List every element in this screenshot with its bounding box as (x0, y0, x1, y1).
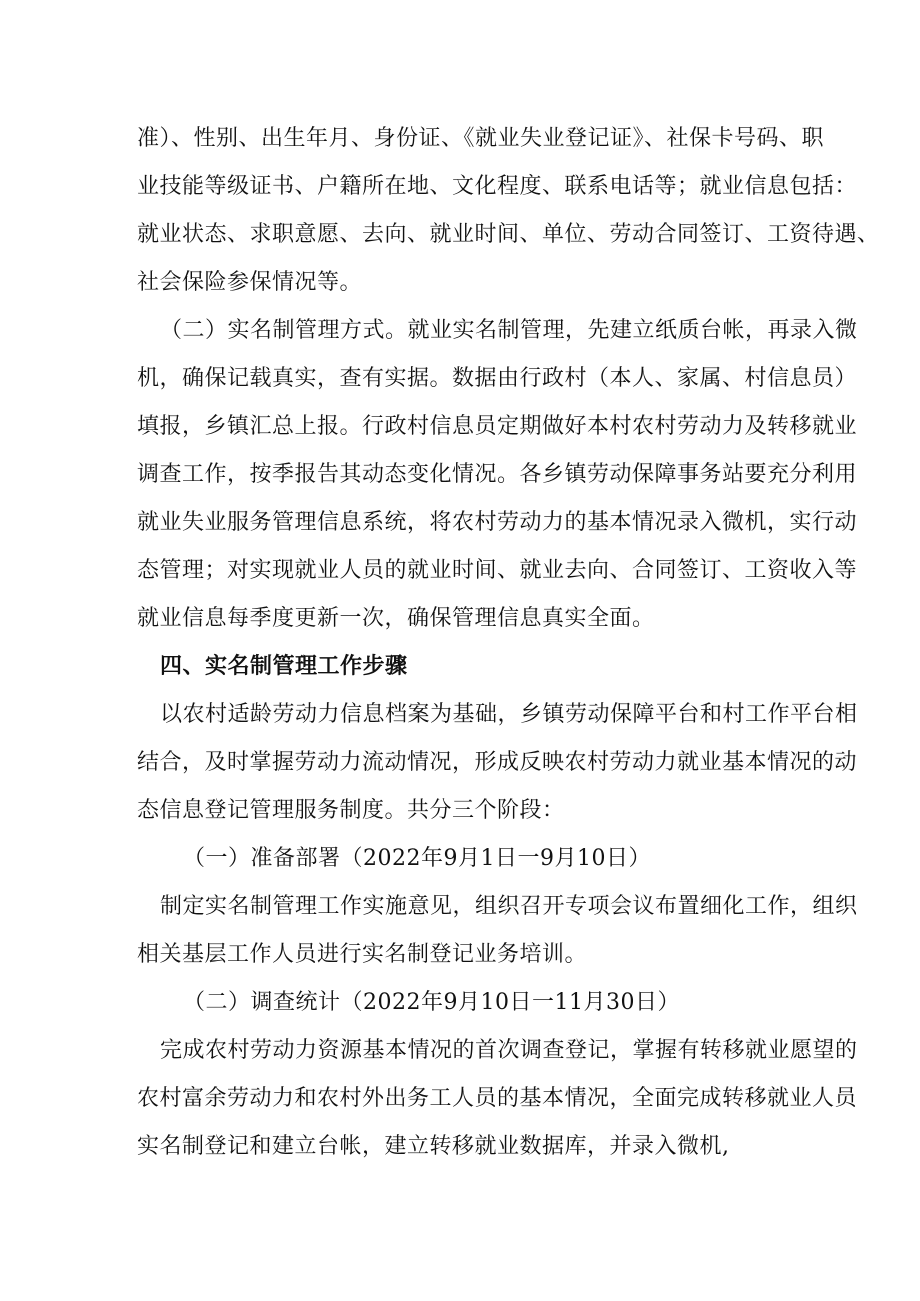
paragraph-line: 以农村适龄劳动力信息档案为基础，乡镇劳动保障平台和村工作平台相 (160, 702, 858, 727)
paragraph-line: 就业状态、求职意愿、去向、就业时间、单位、劳动合同签订、工资待遇、 (137, 222, 880, 247)
paragraph-line: 农村富余劳动力和农村外出务工人员的基本情况，全面完成转移就业人员 (137, 1086, 858, 1111)
paragraph-line: 调查工作，按季报告其动态变化情况。各乡镇劳动保障事务站要充分利用 (137, 462, 858, 487)
paragraph-line: 态管理；对实现就业人员的就业时间、就业去向、合同签订、工资收入等 (137, 558, 858, 583)
paragraph-line: 结合，及时掌握劳动力流动情况，形成反映农村劳动力就业基本情况的动 (137, 750, 858, 775)
paragraph-line: 完成农村劳动力资源基本情况的首次调查登记，掌握有转移就业愿望的 (160, 1038, 858, 1063)
paragraph-line: 实名制登记和建立台帐，建立转移就业数据库，并录入微机, (137, 1134, 730, 1159)
paragraph-line: 准）、性别、出生年月、身份证、《就业失业登记证》、社保卡号码、职 (137, 126, 825, 151)
paragraph-line: 制定实名制管理工作实施意见，组织召开专项会议布置细化工作，组织 (160, 894, 858, 919)
paragraph-line: 业技能等级证书、户籍所在地、文化程度、联系电话等；就业信息包括： (137, 174, 858, 199)
paragraph-line: 社会保险参保情况等。 (137, 270, 363, 295)
subsection-heading: （一）准备部署（2022年9月1日一9月10日） (183, 846, 651, 871)
section-heading: 四、实名制管理工作步骤 (160, 654, 408, 679)
subsection-heading: （二）调查统计（2022年9月10日一11月30日） (183, 990, 680, 1015)
paragraph-line: （二）实名制管理方式。就业实名制管理，先建立纸质台帐，再录入微 (160, 318, 858, 343)
paragraph-line: 态信息登记管理服务制度。共分三个阶段： (137, 798, 565, 823)
paragraph-line: 就业信息每季度更新一次，确保管理信息真实全面。 (137, 606, 655, 631)
paragraph-line: 就业失业服务管理信息系统，将农村劳动力的基本情况录入微机，实行动 (137, 510, 858, 535)
paragraph-line: 相关基层工作人员进行实名制登记业务培训。 (137, 942, 588, 967)
paragraph-line: 填报，乡镇汇总上报。行政村信息员定期做好本村农村劳动力及转移就业 (137, 414, 858, 439)
paragraph-line: 机，确保记载真实，查有实据。数据由行政村（本人、家属、村信息员） (137, 366, 858, 391)
